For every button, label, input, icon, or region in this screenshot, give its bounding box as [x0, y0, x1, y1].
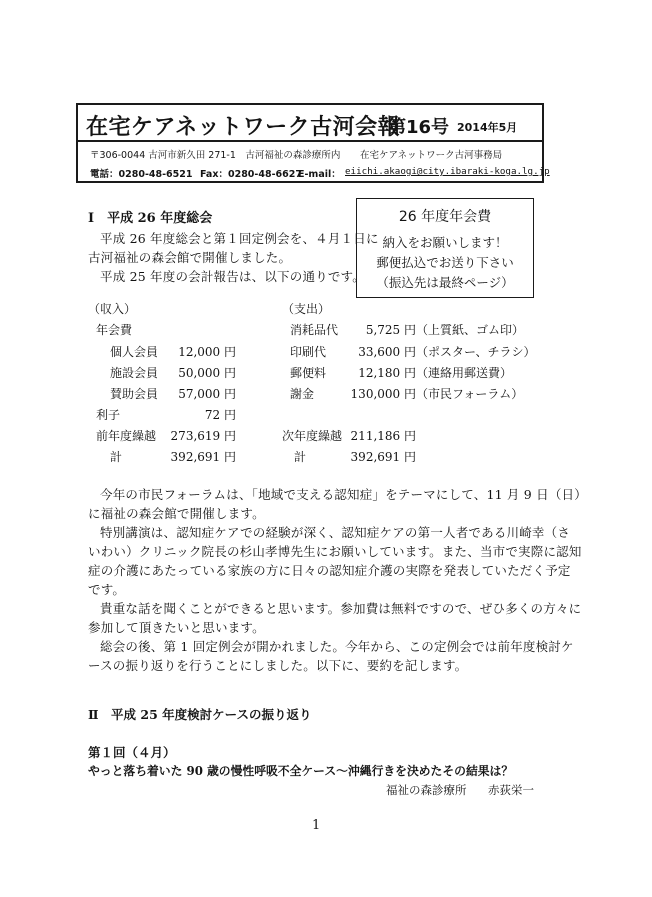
income-total-label: 計: [110, 450, 123, 464]
income-category: 年会費: [96, 323, 133, 337]
income-carryover-amount: 273,619 円: [170, 429, 236, 443]
expense-heading: （支出）: [282, 302, 331, 316]
expense-amount: 130,000 円: [350, 387, 416, 401]
forum-paragraph-line: 参加して頂きたいと思います。: [88, 620, 265, 635]
expense-label: 消耗品代: [290, 323, 339, 337]
case-heading: 第１回（４月）: [88, 745, 176, 760]
author-organization: 福祉の森診療所: [386, 783, 467, 797]
income-amount: 50,000 円: [178, 366, 236, 380]
expense-label: 謝金: [290, 387, 315, 401]
fee-box-line: 納入をお願いします！: [382, 235, 508, 250]
newsletter-title: 在宅ケアネットワーク古河会報: [86, 115, 401, 140]
forum-paragraph-line: 症の介護にあたっている家族の方に日々の認知症介護の実際を発表していただく予定: [88, 563, 571, 578]
expense-amount: 12,180 円: [358, 366, 416, 380]
interest-amount: 72 円: [204, 408, 236, 422]
income-label: 施設会員: [110, 366, 159, 380]
forum-paragraph-line: ースの振り返りを行うことにしました。以下に、要約を記します。: [88, 658, 468, 673]
fee-box-line: 郵便払込でお送り下さい: [376, 255, 514, 270]
page-number: 1: [312, 818, 321, 833]
forum-paragraph-line: 総会の後、第 1 回定例会が開かれました。今年から、この定例会では前年度検討ケ: [100, 639, 574, 654]
section1-paragraph-line: 古河福祉の森会館で開催しました。: [88, 250, 292, 265]
author-name: 赤荻栄一: [488, 783, 534, 797]
forum-paragraph-line: 今年の市民フォーラムは、「地域で支える認知症」をテーマにして、11 月 9 日（日）: [100, 487, 587, 502]
income-label: 賛助会員: [110, 387, 159, 401]
forum-paragraph-line: 特別講演は、認知症ケアでの経験が深く、認知症ケアの第一人者である川崎幸（さ: [100, 525, 571, 540]
forum-paragraph-line: 貴重な話を聞くことができると思います。参加費は無料ですので、ぜひ多くの方々に: [100, 601, 582, 616]
office-name: 在宅ケアネットワーク古河事務局: [360, 150, 503, 161]
income-amount: 12,000 円: [178, 345, 236, 359]
issue-number: 第16号: [388, 117, 450, 138]
income-total-amount: 392,691 円: [170, 450, 236, 464]
section1-heading: Ⅰ 平成 26 年度総会: [88, 211, 213, 226]
expense-label: 印刷代: [290, 345, 327, 359]
income-label: 個人会員: [110, 345, 159, 359]
expense-amount: 33,600 円: [358, 345, 416, 359]
expense-carryover-label: 次年度繰越: [282, 429, 343, 443]
section2-heading: Ⅱ 平成 25 年度検討ケースの振り返り: [88, 707, 312, 722]
expense-total-amount: 392,691 円: [350, 450, 416, 464]
expense-label: 郵便料: [290, 366, 327, 380]
section1-paragraph-line: 平成 26 年度総会と第１回定例会を、４月１日に: [100, 231, 379, 246]
expense-note: （ポスター、チラシ）: [416, 345, 536, 359]
email-label: E-mail：: [298, 169, 341, 180]
email-address[interactable]: eiichi.akaogi@city.ibaraki-koga.lg.jp: [345, 166, 550, 177]
case-title: やっと落ち着いた 90 歳の慢性呼吸不全ケース～沖縄行きを決めたその結果は？: [88, 764, 514, 778]
expense-note: （市民フォーラム）: [416, 387, 524, 401]
issue-date: 2014年5月: [457, 121, 518, 134]
income-amount: 57,000 円: [178, 387, 236, 401]
fax-number: Fax：0280-48-6627: [200, 169, 302, 180]
phone-number: 電話：0280-48-6521: [90, 169, 193, 180]
income-carryover-label: 前年度繰越: [96, 429, 157, 443]
expense-amount: 5,725 円: [365, 323, 416, 337]
interest-label: 利子: [96, 408, 121, 422]
fee-box-line: （振込先は最終ページ）: [376, 275, 514, 290]
forum-paragraph-line: いわい）クリニック院長の杉山孝博先生にお願いしています。また、当市で実際に認知: [88, 544, 582, 559]
forum-paragraph-line: に福祉の森会館で開催します。: [88, 506, 265, 521]
expense-carryover-amount: 211,186 円: [350, 429, 416, 443]
expense-note: （連絡用郵送費）: [416, 366, 513, 380]
expense-note: （上質紙、ゴム印）: [416, 323, 525, 337]
address-line: 〒306-0044 古河市新久田 271-1 古河福祉の森診療所内: [90, 150, 341, 161]
income-heading: （収入）: [88, 302, 137, 316]
forum-paragraph-line: です。: [88, 582, 126, 597]
fee-box-title: 26 年度年会費: [398, 209, 492, 225]
section1-paragraph-line: 平成 25 年度の会計報告は、以下の通りです。: [100, 269, 365, 284]
expense-total-label: 計: [294, 450, 307, 464]
